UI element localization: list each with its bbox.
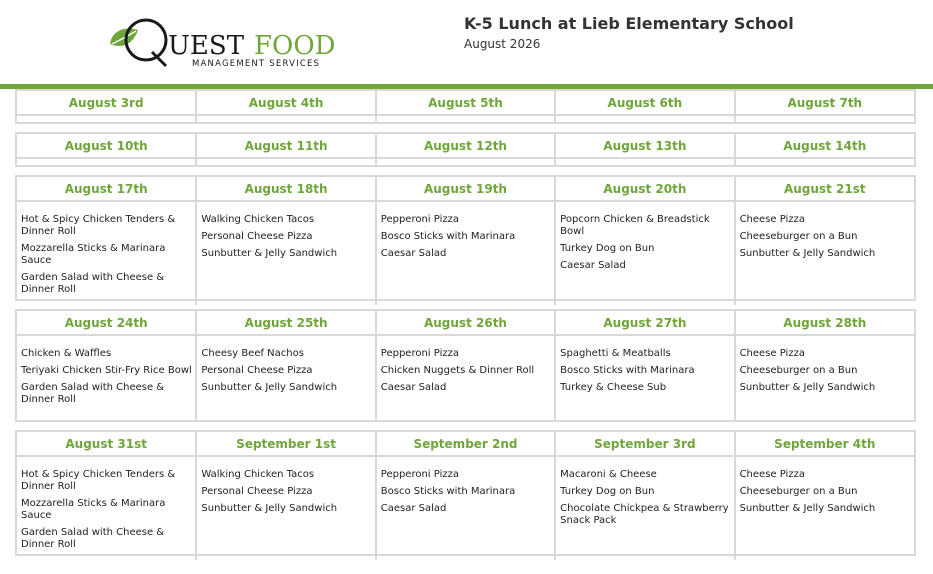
- menu-item: Caesar Salad: [560, 260, 626, 271]
- day-date: August 18th: [196, 177, 375, 201]
- day-date: August 25th: [196, 311, 375, 335]
- page-title: K-5 Lunch at Lieb Elementary School: [464, 14, 794, 33]
- menu-cell: [196, 335, 375, 420]
- menu-item: Bosco Sticks with Marinara: [380, 231, 516, 242]
- day-date: August 19th: [376, 177, 555, 201]
- page-header: [0, 0, 933, 84]
- menu-cell: [555, 115, 734, 122]
- menu-item: Personal Cheese Pizza: [201, 486, 313, 497]
- menu-cell: [376, 158, 555, 165]
- day-date: August 3rd: [17, 91, 196, 115]
- menu-item: Mozzarella Sticks & Marinara Sauce: [21, 243, 166, 266]
- day-date: September 1st: [196, 432, 375, 456]
- menu-cell: [376, 335, 555, 420]
- menu-item: Sunbutter & Jelly Sandwich: [739, 248, 876, 259]
- menu-cell: [735, 201, 914, 305]
- menu-item: Turkey & Cheese Sub: [560, 382, 667, 393]
- menu-item: Turkey Dog on Bun: [560, 243, 655, 254]
- week-row: [15, 132, 916, 167]
- menu-item: Personal Cheese Pizza: [201, 231, 313, 242]
- menu-item: Pepperoni Pizza: [380, 348, 459, 359]
- leaf-icon: [110, 29, 138, 47]
- day-date: August 28th: [735, 311, 914, 335]
- menu-item: Turkey Dog on Bun: [560, 486, 655, 497]
- menu-cell: [196, 456, 375, 560]
- week-row: [15, 89, 916, 124]
- menu-item: Garden Salad with Cheese & Dinner Roll: [21, 382, 165, 405]
- menu-item: Pepperoni Pizza: [380, 214, 459, 225]
- menu-item: Garden Salad with Cheese & Dinner Roll: [21, 272, 165, 295]
- menu-item: Spaghetti & Meatballs: [560, 348, 671, 359]
- menu-item: Cheeseburger on a Bun: [739, 486, 858, 497]
- menu-item: Hot & Spicy Chicken Tenders & Dinner Roll: [21, 214, 176, 237]
- day-date: August 12th: [376, 134, 555, 158]
- day-date: August 13th: [555, 134, 734, 158]
- day-date: September 2nd: [376, 432, 555, 456]
- menu-item: Cheeseburger on a Bun: [739, 365, 858, 376]
- menu-item: Hot & Spicy Chicken Tenders & Dinner Roll: [21, 469, 176, 492]
- questfood-logo: [108, 14, 340, 70]
- day-date: August 26th: [376, 311, 555, 335]
- menu-item: Macaroni & Cheese: [560, 469, 657, 480]
- month-label: August 2026: [464, 37, 541, 51]
- menu-item: Chicken Nuggets & Dinner Roll: [380, 365, 535, 376]
- week-row: [15, 309, 916, 422]
- menu-item: Sunbutter & Jelly Sandwich: [201, 382, 338, 393]
- brand-main-quest: UEST: [168, 31, 245, 61]
- menu-item: Bosco Sticks with Marinara: [560, 365, 695, 376]
- menu-item: Caesar Salad: [380, 382, 447, 393]
- menu-item: Sunbutter & Jelly Sandwich: [739, 503, 876, 514]
- day-date: August 11th: [196, 134, 375, 158]
- day-date: August 10th: [17, 134, 196, 158]
- day-date: August 17th: [17, 177, 196, 201]
- menu-item: Pepperoni Pizza: [380, 469, 459, 480]
- day-date: August 5th: [376, 91, 555, 115]
- menu-item: Cheese Pizza: [739, 348, 805, 359]
- day-date: August 20th: [555, 177, 734, 201]
- menu-item: Garden Salad with Cheese & Dinner Roll: [21, 527, 165, 550]
- day-date: September 3rd: [555, 432, 734, 456]
- menu-cell: [17, 456, 196, 560]
- menu-item: Cheese Pizza: [739, 469, 805, 480]
- menu-cell: [555, 201, 734, 305]
- day-date: August 27th: [555, 311, 734, 335]
- menu-item: Sunbutter & Jelly Sandwich: [739, 382, 876, 393]
- day-date: August 7th: [735, 91, 914, 115]
- menu-item: Cheesy Beef Nachos: [201, 348, 304, 359]
- menu-item: Popcorn Chicken & Breadstick Bowl: [560, 214, 710, 237]
- day-date: September 4th: [735, 432, 914, 456]
- brand-sub: MANAGEMENT SERVICES: [192, 59, 321, 69]
- menu-cell: [376, 456, 555, 560]
- menu-item: Walking Chicken Tacos: [201, 214, 315, 225]
- brand-main-food: FOOD: [254, 31, 336, 61]
- menu-cell: [376, 115, 555, 122]
- day-date: August 31st: [17, 432, 196, 456]
- menu-cell: [17, 115, 196, 122]
- menu-item: Sunbutter & Jelly Sandwich: [201, 503, 338, 514]
- menu-item: Bosco Sticks with Marinara: [380, 486, 516, 497]
- day-date: August 14th: [735, 134, 914, 158]
- menu-cell: [17, 158, 196, 165]
- menu-cell: [555, 456, 734, 560]
- day-date: August 21st: [735, 177, 914, 201]
- menu-item: Personal Cheese Pizza: [201, 365, 313, 376]
- menu-cell: [17, 201, 196, 305]
- menu-cell: [17, 335, 196, 420]
- menu-item: Walking Chicken Tacos: [201, 469, 315, 480]
- menu-item: Teriyaki Chicken Stir-Fry Rice Bowl: [21, 365, 192, 376]
- menu-cell: [735, 115, 914, 122]
- menu-cell: [196, 201, 375, 305]
- menu-cell: [735, 158, 914, 165]
- menu-cell: [735, 456, 914, 560]
- day-date: August 24th: [17, 311, 196, 335]
- menu-cell: [196, 115, 375, 122]
- title-block: [464, 14, 794, 51]
- week-row: [15, 430, 916, 556]
- menu-item: Sunbutter & Jelly Sandwich: [201, 248, 338, 259]
- week-row: [15, 175, 916, 301]
- menu-item: Caesar Salad: [380, 248, 447, 259]
- menu-cell: [555, 158, 734, 165]
- menu-item: Chocolate Chickpea & Strawberry Snack Pack: [560, 503, 729, 526]
- menu-item: Cheese Pizza: [739, 214, 805, 225]
- menu-item: Cheeseburger on a Bun: [739, 231, 858, 242]
- menu-item: Chicken & Waffles: [21, 348, 112, 359]
- menu-cell: [376, 201, 555, 305]
- day-date: August 4th: [196, 91, 375, 115]
- day-date: August 6th: [555, 91, 734, 115]
- menu-cell: [735, 335, 914, 420]
- menu-cell: [196, 158, 375, 165]
- menu-cell: [555, 335, 734, 420]
- menu-item: Caesar Salad: [380, 503, 447, 514]
- menu-item: Mozzarella Sticks & Marinara Sauce: [21, 498, 166, 521]
